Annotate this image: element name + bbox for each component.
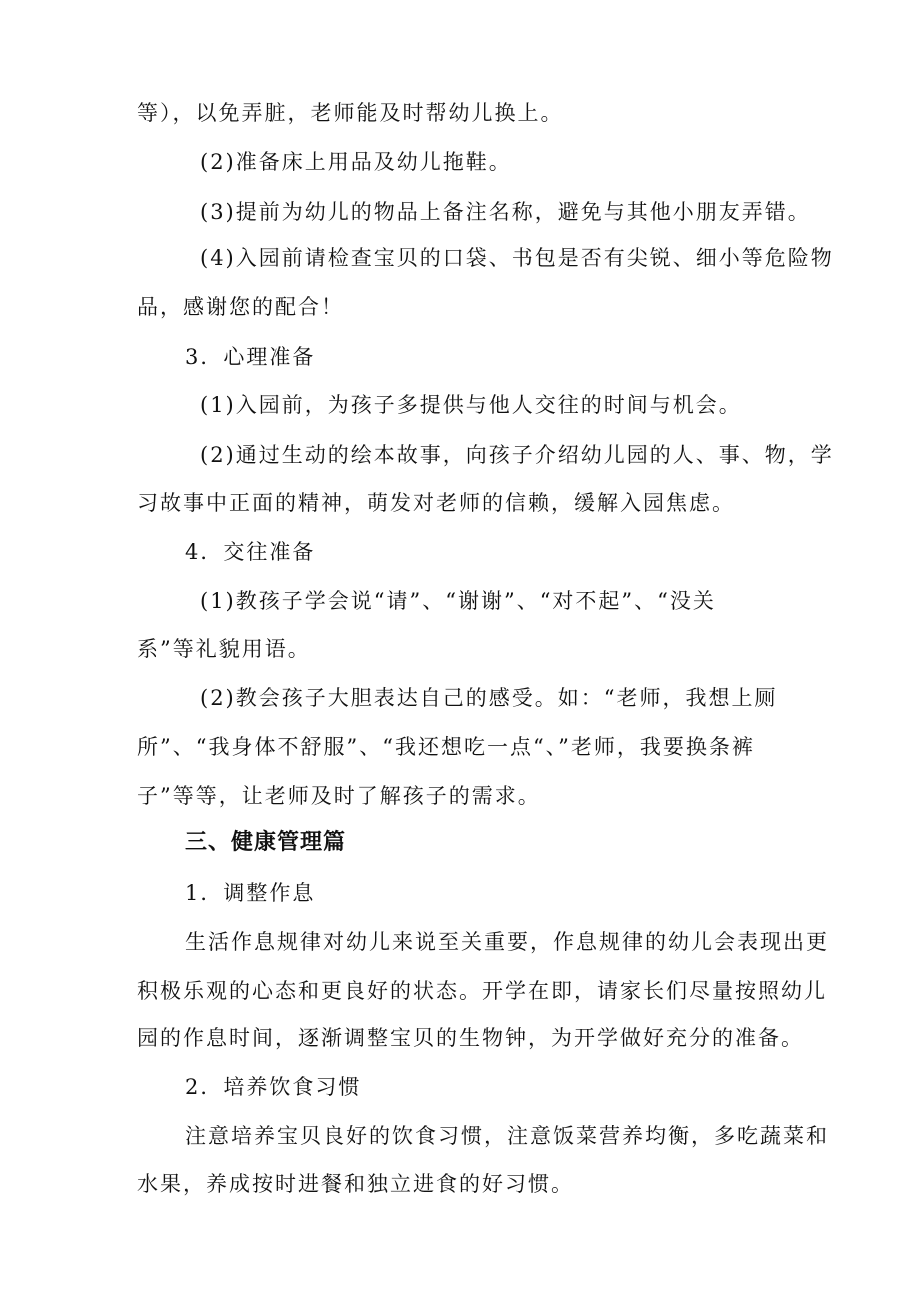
- paragraph-line: 系”等礼貌用语。: [137, 637, 311, 661]
- list-item-2: (2)通过生动的绘本故事，向孩子介绍幼儿园的人、事、物，学: [200, 443, 834, 467]
- section-heading-4: 4．交往准备: [185, 540, 316, 564]
- paragraph-line: 生活作息规律对幼儿来说至关重要，作息规律的幼儿会表现出更: [185, 930, 829, 954]
- list-item-3: (3)提前为幼儿的物品上备注名称，避免与其他小朋友弄错。: [200, 200, 811, 224]
- paragraph-line: 园的作息时间，逐渐调整宝贝的生物钟，为开学做好充分的准备。: [137, 1026, 804, 1050]
- section-heading-2: 2．培养饮食习惯: [185, 1075, 362, 1099]
- section-heading-3: 3．心理准备: [185, 345, 316, 369]
- paragraph-line: 品，感谢您的配合！: [137, 295, 344, 319]
- chapter-heading: 三、健康管理篇: [185, 830, 347, 855]
- list-item-2: (2)教会孩子大胆表达自己的感受。如：“老师，我想上厕: [200, 686, 778, 710]
- list-item-1: (1)入园前，为孩子多提供与他人交往的时间与机会。: [200, 393, 742, 417]
- section-heading-1: 1．调整作息: [185, 881, 316, 905]
- paragraph-line: 积极乐观的心态和更良好的状态。开学在即，请家长们尽量按照幼儿: [137, 979, 827, 1003]
- paragraph-line: 所”、“我身体不舒服”、“我还想吃一点“、”老师，我要换条裤: [137, 735, 755, 759]
- paragraph-line: 子”等等，让老师及时了解孩子的需求。: [137, 784, 541, 808]
- paragraph-line: 注意培养宝贝良好的饮食习惯，注意饭菜营养均衡，多吃蔬菜和: [185, 1124, 829, 1148]
- list-item-2: (2)准备床上用品及幼儿拖鞋。: [200, 150, 512, 174]
- list-item-4: (4)入园前请检查宝贝的口袋、书包是否有尖锐、细小等危险物: [200, 246, 834, 270]
- paragraph-line: 水果，养成按时进餐和独立进食的好习惯。: [137, 1172, 574, 1196]
- list-item-1: (1)教孩子学会说“请”、“谢谢”、“对不起”、“没关: [200, 589, 716, 613]
- paragraph-line: 等），以免弄脏，老师能及时帮幼儿换上。: [137, 101, 564, 125]
- paragraph-line: 习故事中正面的精神，萌发对老师的信赖，缓解入园焦虑。: [137, 491, 735, 515]
